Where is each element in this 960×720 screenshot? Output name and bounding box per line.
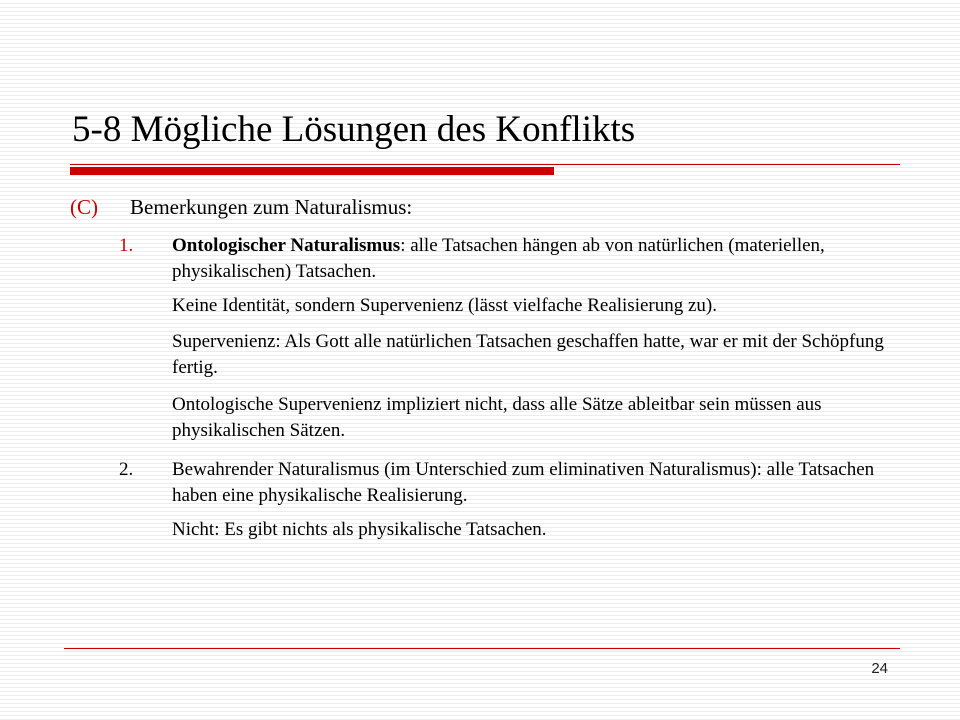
section-heading-text: Bemerkungen zum Naturalismus: — [130, 195, 413, 219]
slide-title: 5-8 Mögliche Lösungen des Konflikts — [72, 109, 636, 150]
footer-divider — [64, 648, 900, 649]
point-2-text: Bewahrender Naturalismus (im Unterschied zum eliminativen Naturalismus): alle Tatsachen haben eine physikalische Realisierung. — [172, 459, 875, 506]
point-2-number: 2. — [119, 459, 134, 480]
page-number: 24 — [871, 660, 888, 677]
point-1-sub-1: Keine Identität, sondern Supervenienz (lässt vielfache Realisierung zu). — [172, 295, 717, 316]
point-1-sub-2: Supervenienz: Als Gott alle natürlichen Tatsachen geschaffen hatte, war er mit der Schöpfung fertig. — [172, 331, 884, 378]
title-underline-accent — [70, 167, 554, 175]
section-marker: (C) — [70, 195, 98, 219]
section-heading — [70, 193, 412, 221]
point-1-sub-3: Ontologische Supervenienz impliziert nicht, dass alle Sätze ableitbar sein müssen aus physikalischen Sätzen. — [172, 394, 822, 441]
point-1-bold-lead: Ontologischer Naturalismus — [172, 235, 401, 256]
point-1-rest: : alle Tatsachen hängen ab von natürlichen (materiellen, physikalischen) Tatsachen. — [172, 235, 825, 282]
point-2-sub-1: Nicht: Es gibt nichts als physikalische Tatsachen. — [172, 519, 547, 540]
point-1-number: 1. — [119, 235, 134, 256]
point-1-text — [172, 233, 912, 285]
title-underline-thin — [70, 164, 900, 165]
